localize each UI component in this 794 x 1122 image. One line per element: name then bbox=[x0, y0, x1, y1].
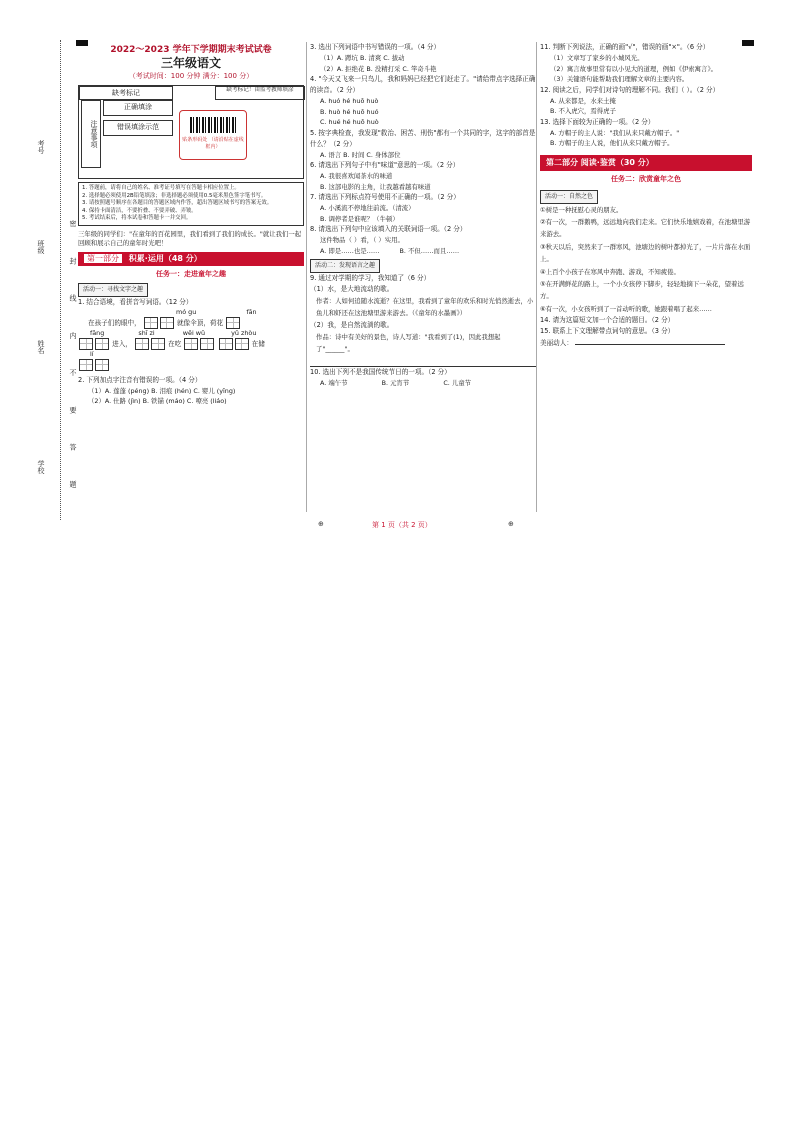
grade-title: 三年级语文 bbox=[160, 56, 221, 70]
reading-paragraph: ④上百个小孩子在寒风中奔跑、游戏，不知疲倦。 bbox=[540, 267, 680, 276]
q15-prompt: 美丽动人： bbox=[540, 339, 573, 348]
question-2: 2. 下列加点字注音有错误的一项。（4 分） bbox=[78, 375, 202, 384]
column-3 bbox=[540, 42, 752, 349]
pinyin: fāng bbox=[90, 328, 105, 337]
exam-mark-cell bbox=[79, 86, 173, 100]
reading-paragraph: ②有一次，一群鹅鸭，远远地向我们走来。它们快乐地嬉戏着，在池塘里游来游去。 bbox=[540, 217, 751, 239]
pinyin-row-3 bbox=[78, 350, 304, 359]
q4-option[interactable]: C. hué hé huō huò bbox=[320, 118, 379, 126]
q7-option[interactable]: A. 小溪流不停地往前流。（清流） bbox=[320, 204, 415, 212]
instructions-box bbox=[78, 182, 304, 226]
part1-title: 积累·运用（48 分） bbox=[128, 253, 202, 263]
q5-option-row[interactable]: A. 语言 B. 时间 C. 身体部位 bbox=[320, 150, 401, 159]
column-divider bbox=[536, 42, 537, 512]
instruction-item: 4. 保持卡面清洁，不要折叠、不要弄破、弄皱。 bbox=[82, 207, 197, 214]
q8-sentence: 这件物品（ ）看，（ ）实用。 bbox=[320, 236, 404, 244]
q9-part2-text: 作品：诗中有美好的景色，诗人写道："我看到了(1)，因此我想起了"______"。 bbox=[316, 332, 501, 354]
activity1-tag: 活动一：寻找文字之趣 bbox=[78, 283, 148, 297]
correct-fill-label: 正确填涂 bbox=[124, 103, 152, 111]
q10-options[interactable] bbox=[310, 378, 536, 389]
exam-meta: （考试时间：100 分钟 满分：100 分） bbox=[128, 72, 254, 80]
answer-box[interactable] bbox=[184, 338, 198, 350]
q7-option[interactable]: B. 调停者是谁呢？（牛顿） bbox=[320, 214, 399, 223]
answer-box[interactable] bbox=[79, 359, 93, 371]
q8-option-a[interactable]: A. 即是……也是…… bbox=[320, 246, 380, 255]
pinyin: wěi wǔ bbox=[182, 328, 206, 337]
question-12: 12. 阅读之后，同学们对诗句的理解不同。我们（ ）。（2 分） bbox=[540, 85, 720, 94]
activity3-tag: 活动一：自然之色 bbox=[540, 190, 598, 204]
notice-label: 缺考标记！由监考教师填涂 bbox=[226, 87, 294, 93]
reading-paragraph: ③秋天以后，突然来了一群寒风，池塘边的树叶都掉光了，一片片落在水面上。 bbox=[540, 242, 751, 264]
q2-option-row[interactable]: （2）A. 仕路 (jìn) B. 铁锚 (máo) C. 嘹亮 (liáo) bbox=[88, 397, 227, 406]
attention-label: 注意事项 bbox=[90, 120, 98, 148]
part1-label: 第一部分 bbox=[84, 254, 122, 263]
q4-option[interactable]: A. huó hé huō huò bbox=[320, 97, 379, 105]
greeting-text: 三年级的同学们："在童年的百花园里，我们看到了我们的成长。"就让我们一起回顾和展示自己的童年时光吧！ bbox=[78, 229, 302, 247]
column-1 bbox=[78, 42, 304, 407]
q9-part2: （2）我，是自然流淌的歌。 bbox=[310, 320, 394, 329]
attention-cell bbox=[81, 100, 101, 168]
question-3: 3. 选出下列词语中书写错误的一项。（4 分） bbox=[310, 43, 441, 51]
barcode-hint: 贴条形码处 （请沿贴在虚线框内） bbox=[182, 137, 244, 150]
q4-option[interactable]: B. huò hé huō huó bbox=[320, 107, 379, 116]
pinyin: mó gu bbox=[176, 307, 197, 316]
question-1-line3 bbox=[78, 359, 304, 371]
barcode bbox=[190, 117, 236, 133]
q11-item[interactable]: （1）文章写了家乡的小城风光。 bbox=[550, 54, 644, 62]
instruction-item: 2. 选择题必须使用2B铅笔填涂；非选择题必须使用0.5毫米黑色签字笔书写。 bbox=[82, 192, 267, 199]
column-divider bbox=[306, 42, 307, 512]
column-2 bbox=[310, 42, 536, 388]
exam-sheet bbox=[0, 0, 794, 530]
pinyin: lí bbox=[90, 349, 94, 358]
q10-option-b[interactable]: B. 元宵节 bbox=[381, 378, 410, 387]
page-number: 第 1 页（共 2 页） bbox=[372, 521, 432, 529]
answer-line[interactable] bbox=[310, 356, 536, 367]
question-7: 7. 请选出下列标点符号使用不正确的一项。（2 分） bbox=[310, 193, 460, 201]
q2-option-row[interactable]: （1）A. 莲蓬 (péng) B. 泪痕 (hén) C. 婴儿 (yīng) bbox=[88, 386, 236, 395]
question-1-line2 bbox=[78, 338, 304, 350]
part1-header bbox=[78, 252, 304, 266]
answer-box[interactable] bbox=[160, 317, 174, 329]
question-1: 1. 结合语境，看拼音写词语。（12 分） bbox=[78, 297, 193, 306]
page-footer bbox=[372, 520, 432, 530]
answer-line[interactable] bbox=[575, 337, 725, 345]
seat-label: 考号 bbox=[37, 140, 45, 154]
pinyin-row-2 bbox=[78, 329, 304, 338]
pinyin: shī zi bbox=[138, 328, 155, 337]
reading-paragraph: ⑤在开满鲜花的路上，一个小女孩停下脚步，轻轻地摘下一朵花，望着远方。 bbox=[540, 279, 744, 301]
question-9: 9. 通过对学期的学习，我知道了（6 分） bbox=[310, 274, 431, 282]
q12-option[interactable]: B. 不入虎穴，焉得虎子 bbox=[550, 107, 616, 115]
task1-title: 任务一：走进童年之趣 bbox=[156, 269, 226, 278]
school-label: 学校 bbox=[37, 460, 45, 474]
question-11: 11. 判断下列说法，正确的画"√"，错误的画"×"。（6 分） bbox=[540, 43, 710, 51]
instruction-item: 3. 请按照题号顺序在各题目的答题区域内作答，超出答题区域书写的答案无效。 bbox=[82, 200, 273, 207]
answer-box[interactable] bbox=[95, 338, 109, 350]
part2-label: 第二部分 bbox=[546, 157, 578, 167]
name-label: 姓名 bbox=[37, 340, 45, 354]
q11-item[interactable]: （3）关键语句能帮助我们理解文章的主要内容。 bbox=[550, 75, 689, 83]
q10-option-a[interactable]: A. 端午节 bbox=[320, 378, 348, 387]
instruction-item: 1. 答题前，请将自己的姓名、准考证号填写在答题卡相应位置上。 bbox=[82, 185, 240, 191]
question-4: 4. "今天又飞来一只鸟儿，我和妈妈已经把它们赶走了。"请给带点字选择正确的读音。（2 分） bbox=[310, 75, 536, 94]
seal-line bbox=[60, 40, 61, 520]
q3-option-row[interactable]: （1）A. 蹲坑 B. 清爽 C. 拔动 bbox=[320, 54, 405, 62]
answer-box[interactable] bbox=[200, 338, 214, 350]
q10-option-c[interactable]: C. 儿童节 bbox=[443, 378, 472, 387]
q8-option-b[interactable]: B. 不但……而且…… bbox=[399, 246, 460, 255]
pinyin: fān bbox=[246, 307, 257, 316]
q1-text: 就像伞顶，荷花 bbox=[176, 318, 224, 327]
part2-title: 阅读·鉴赏（30 分） bbox=[580, 157, 654, 167]
exam-year-title: 2022～2023 学年下学期期末考试试卷 bbox=[110, 45, 272, 55]
question-5: 5. 按字典检查，我发现"救治、困苦、刑伤"都有一个共同的字，这字的部首是什么？（2 分） bbox=[310, 128, 536, 148]
part2-header bbox=[540, 155, 752, 171]
wrong-fill-cell bbox=[103, 120, 173, 136]
question-13: 13. 选择下面较为正确的一项。（2 分） bbox=[540, 117, 655, 126]
q8-option[interactable] bbox=[310, 246, 536, 257]
q1-text: 在储 bbox=[251, 339, 265, 348]
instruction-item: 5. 考试结束后，将本试卷和答题卡一并交回。 bbox=[82, 215, 192, 222]
answer-box[interactable] bbox=[235, 338, 249, 350]
pinyin-row-1 bbox=[78, 308, 304, 317]
answer-box[interactable] bbox=[226, 317, 240, 329]
seal-margin bbox=[8, 40, 78, 520]
answer-box[interactable] bbox=[79, 338, 93, 350]
answer-box[interactable] bbox=[95, 359, 109, 371]
q11-item[interactable]: （2）寓言故事里常有以小见大的道理，例如《伊索寓言》。 bbox=[550, 64, 718, 73]
q1-text: 在孩子们的眼中， bbox=[88, 318, 141, 327]
q6-option[interactable]: B. 这部电影的主角，让我越看越有味道 bbox=[320, 182, 431, 191]
exam-mark-label: 缺考标记 bbox=[112, 89, 140, 97]
reading-paragraph: ⑥有一次，小女孩听到了一首动听的歌，她跟着唱了起来…… bbox=[540, 304, 712, 313]
question-15: 15. 联系上下文理解带点词句的意思。（3 分） bbox=[540, 327, 675, 336]
notice-cell bbox=[215, 86, 305, 100]
activity2-tag: 活动二：发现语言之趣 bbox=[310, 259, 380, 273]
question-8: 8. 请选出下列句中应该填入的关联词语一项。（2 分） bbox=[310, 225, 467, 233]
question-14: 14. 请为这篇短文加一个合适的题目。（2 分） bbox=[540, 316, 675, 325]
q6-option[interactable]: A. 我很喜欢闻茶水的味道 bbox=[320, 172, 393, 180]
question-6: 6. 请选出下列句子中有"味道"意思的一项。（2 分） bbox=[310, 161, 460, 169]
q3-option-row[interactable]: （2）A. 拒绝花 B. 没精打采 C. 竿奇斗艳 bbox=[320, 64, 437, 73]
reading-paragraph: ①树是一种抚慰心灵的朋友。 bbox=[540, 205, 623, 214]
answer-box[interactable] bbox=[135, 338, 149, 350]
pinyin: yǔ zhòu bbox=[231, 328, 257, 337]
wrong-fill-label: 错误填涂示范 bbox=[117, 123, 159, 131]
q9-part1: （1）水，是大地流动的歌。 bbox=[310, 285, 394, 293]
q12-option[interactable]: A. 从来都是，水来土掩 bbox=[550, 96, 616, 105]
task2-title: 任务二：欣赏童年之色 bbox=[611, 174, 681, 183]
info-box bbox=[78, 85, 304, 179]
reading-passage bbox=[540, 204, 752, 316]
class-label: 班级 bbox=[37, 240, 45, 254]
q1-text: 在吃 bbox=[168, 339, 182, 348]
q13-option[interactable]: A. 方帽子的主人说："我们从来只戴方帽子。" bbox=[550, 128, 680, 137]
answer-box[interactable] bbox=[151, 338, 165, 350]
answer-box[interactable] bbox=[144, 317, 158, 329]
question-1-line1 bbox=[78, 317, 304, 329]
registration-mark: ⊕ bbox=[508, 520, 514, 528]
correct-fill-cell bbox=[103, 100, 173, 116]
seal-words: 密 封 线 内 不 要 答 题 bbox=[69, 220, 77, 502]
q15-answer[interactable] bbox=[540, 337, 752, 349]
q13-option[interactable]: B. 方帽子的主人说，他们从来只戴方帽子。 bbox=[550, 139, 674, 147]
question-10: 10. 选出下列不是我国传统节日的一项。（2 分） bbox=[310, 367, 451, 376]
barcode-area bbox=[179, 110, 247, 160]
answer-box[interactable] bbox=[219, 338, 233, 350]
q1-text: 进入， bbox=[112, 339, 132, 348]
registration-mark: ⊕ bbox=[318, 520, 324, 528]
q9-part1-text: 作者：人如何追随水流逝？在这里，我看到了童年的欢乐和时光悄然逝去，小鱼儿和虾还在这池塘里游来游去。（《童年的水墨画》） bbox=[316, 297, 534, 318]
